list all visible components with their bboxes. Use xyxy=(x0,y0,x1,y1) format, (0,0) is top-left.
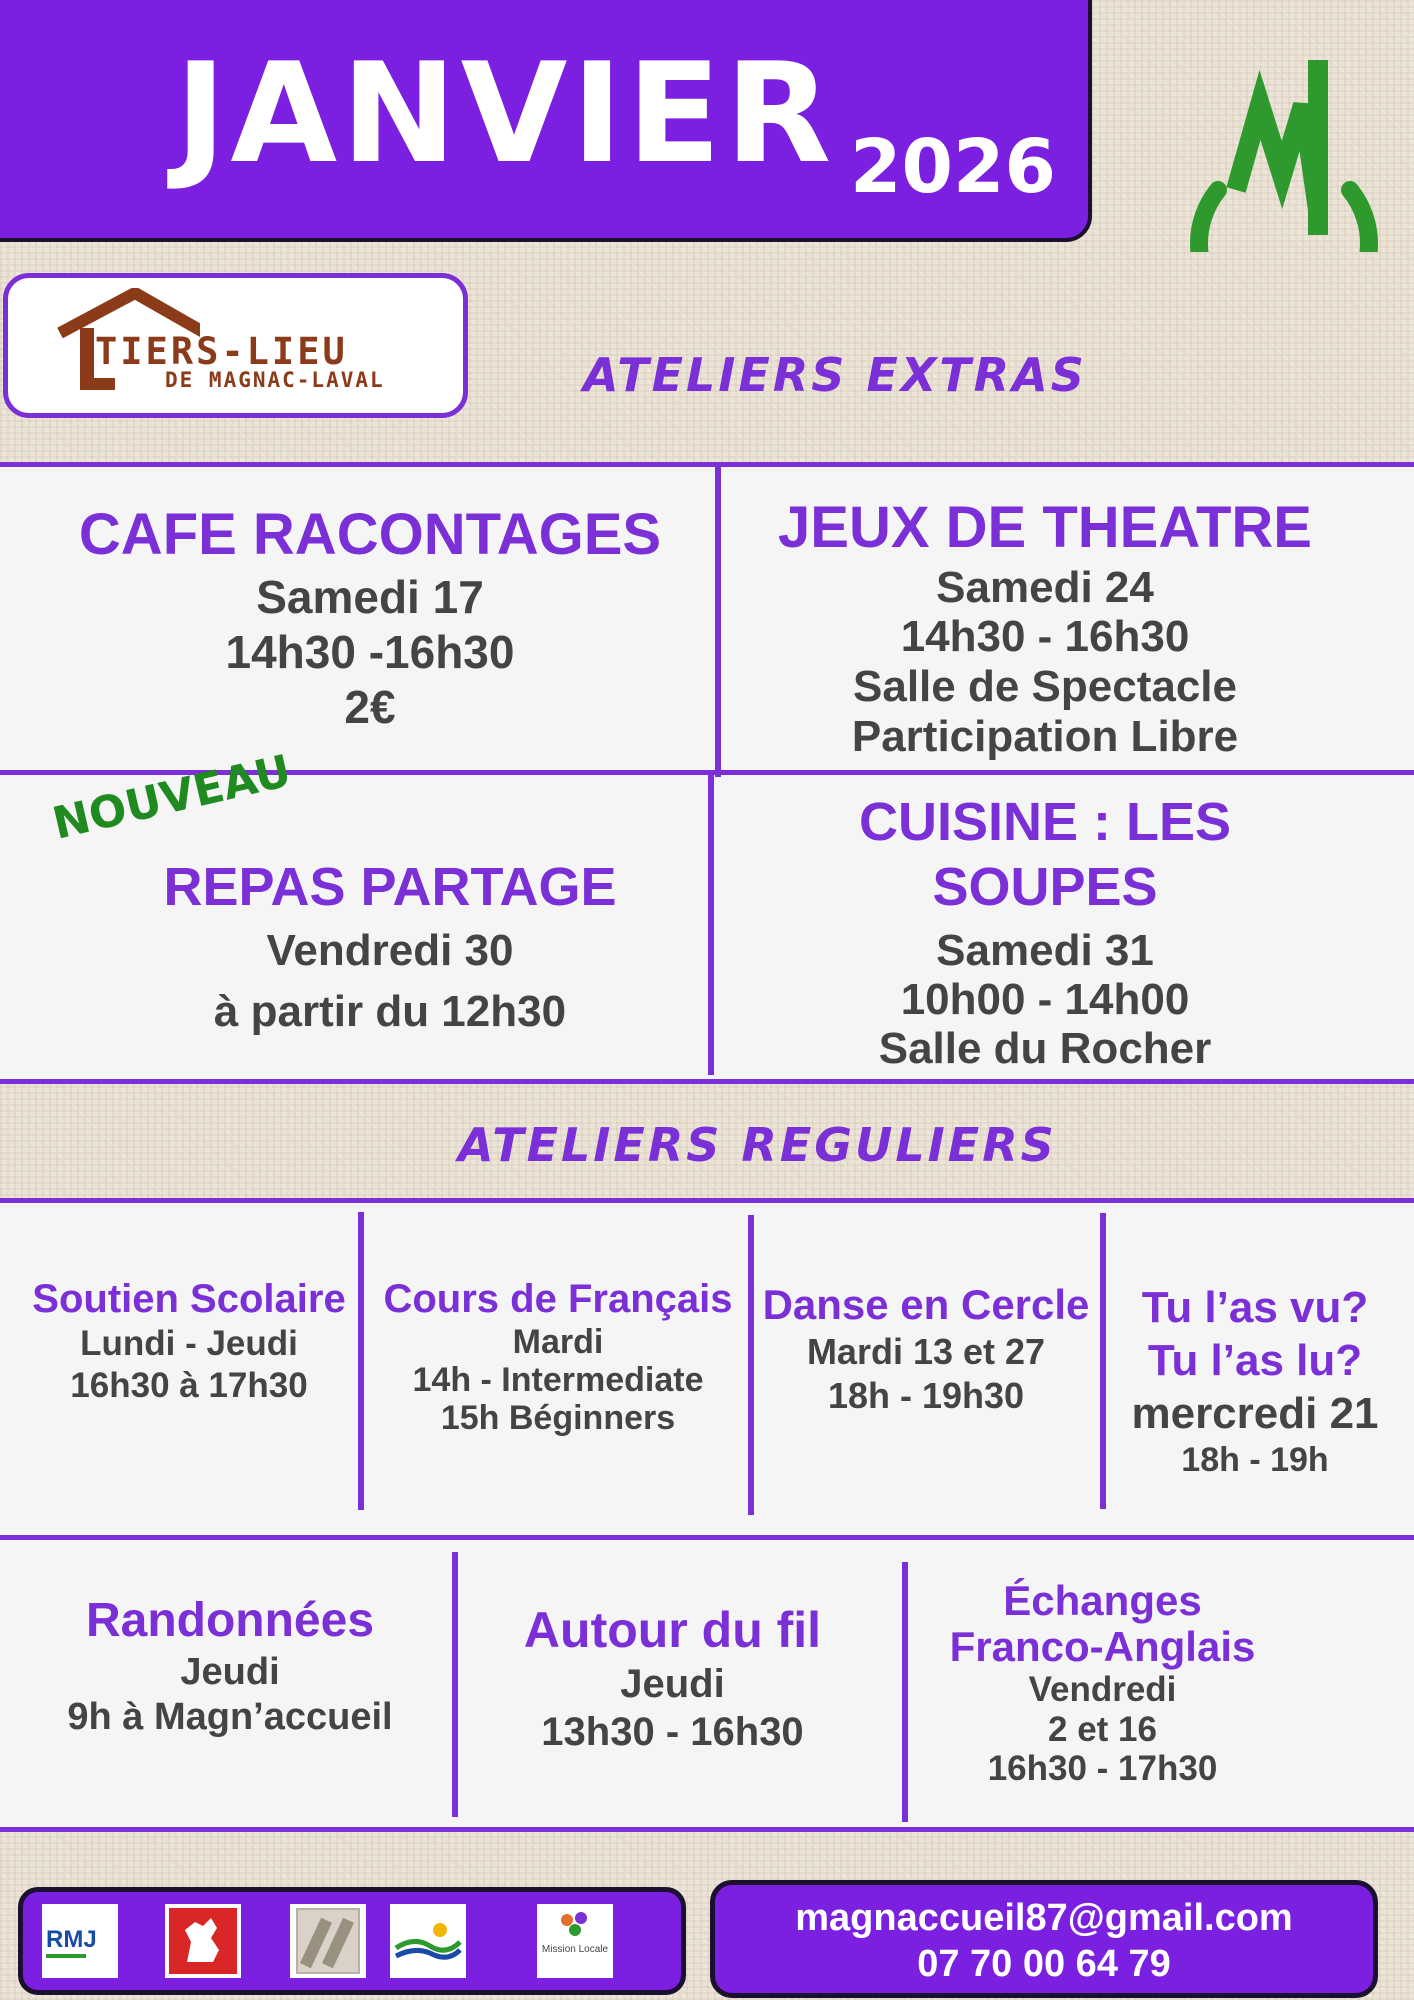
reguliers-divider-3 xyxy=(1100,1213,1106,1509)
event-location: Salle de Spectacle xyxy=(853,662,1237,712)
atelier-randonnees xyxy=(30,1592,430,1741)
atelier-time: 18h - 19h xyxy=(1181,1441,1329,1480)
contact-phone[interactable]: 07 70 00 64 79 xyxy=(917,1943,1171,1985)
event-repas-partage xyxy=(130,855,650,1043)
ateliers-extras-heading: ATELIERS EXTRAS xyxy=(583,348,1087,402)
atelier-days: Jeudi xyxy=(620,1662,725,1706)
atelier-autour-du-fil xyxy=(475,1600,870,1756)
event-cuisine-les-soupes xyxy=(740,790,1350,1073)
atelier-title: Autour du fil xyxy=(523,1602,822,1658)
atelier-days: Mardi 13 et 27 xyxy=(806,1331,1046,1373)
atelier-title: Danse en Cercle xyxy=(762,1281,1090,1328)
atelier-tu-las-vu xyxy=(1110,1282,1400,1481)
atelier-title-line2: Tu l’as lu? xyxy=(1147,1335,1363,1385)
extras-divider-vertical-top xyxy=(715,465,721,777)
event-cafe-racontages xyxy=(60,500,680,735)
atelier-level-intermediate: 14h - Intermediate xyxy=(412,1361,704,1400)
atelier-days: Mardi xyxy=(512,1323,604,1361)
event-time: 10h00 - 14h00 xyxy=(900,974,1190,1024)
ateliers-reguliers-heading: ATELIERS REGULIERS xyxy=(458,1118,1057,1172)
atelier-days: Vendredi xyxy=(1028,1670,1177,1710)
event-day: Samedi 31 xyxy=(936,925,1154,975)
reguliers-divider-2 xyxy=(748,1215,754,1515)
event-title: CAFE RACONTAGES xyxy=(78,502,662,567)
atelier-title-line1: Échanges xyxy=(1003,1577,1202,1624)
mission-locale-logo xyxy=(537,1904,613,1978)
magnac-laval-crest-logo xyxy=(290,1904,366,1978)
atelier-days: Jeudi xyxy=(180,1650,280,1693)
atelier-time: 16h30 à 17h30 xyxy=(70,1366,308,1405)
rmj-logo-text: RMJ xyxy=(46,1926,97,1953)
event-title: CUISINE : LES SOUPES xyxy=(858,792,1232,917)
event-time: 14h30 -16h30 xyxy=(225,625,515,678)
event-time: 14h30 - 16h30 xyxy=(900,612,1190,662)
event-price: 2€ xyxy=(344,680,396,733)
atelier-time: 18h - 19h30 xyxy=(827,1374,1025,1416)
reguliers-divider-1 xyxy=(358,1212,364,1510)
event-title: REPAS PARTAGE xyxy=(163,857,617,917)
atelier-days: Lundi - Jeudi xyxy=(80,1324,298,1363)
contact-email[interactable]: magnaccueil87@gmail.com xyxy=(795,1897,1293,1939)
event-day: Samedi 17 xyxy=(256,570,484,623)
atelier-title: Randonnées xyxy=(85,1594,375,1647)
atelier-cours-de-francais xyxy=(368,1275,748,1437)
month-title: JANVIER xyxy=(175,33,836,194)
event-day: Samedi 24 xyxy=(936,562,1154,612)
atelier-time: 13h30 - 16h30 xyxy=(541,1710,804,1754)
atelier-time: 9h à Magn’accueil xyxy=(67,1696,393,1739)
partner-wave-logo xyxy=(390,1904,466,1978)
atelier-dates: 2 et 16 xyxy=(1048,1709,1157,1749)
atelier-title: Soutien Scolaire xyxy=(32,1277,346,1321)
magnacaccueil-logo-icon xyxy=(1178,40,1390,252)
nouveau-badge: NOUVEAU xyxy=(48,745,296,850)
tiers-lieu-title: TIERS-LIEU xyxy=(95,330,348,373)
haute-vienne-lion-logo xyxy=(165,1904,241,1978)
event-time: à partir du 12h30 xyxy=(213,987,567,1037)
event-title: JEUX DE THEATRE xyxy=(778,495,1312,560)
atelier-title: Cours de Français xyxy=(383,1277,733,1321)
tiers-lieu-subtitle: DE MAGNAC-LAVAL xyxy=(165,368,385,392)
rmj-radio-logo xyxy=(42,1904,118,1978)
mission-locale-text: Mission Locale xyxy=(541,1944,609,1955)
atelier-soutien-scolaire xyxy=(20,1275,358,1407)
reguliers-divider-5 xyxy=(902,1562,908,1822)
atelier-days: mercredi 21 xyxy=(1131,1388,1379,1438)
event-price: Participation Libre xyxy=(851,711,1239,761)
event-jeux-de-theatre xyxy=(725,493,1365,761)
year-label: 2026 xyxy=(850,124,1056,210)
event-location: Salle du Rocher xyxy=(878,1024,1212,1074)
atelier-time: 16h30 - 17h30 xyxy=(987,1748,1218,1788)
event-day: Vendredi 30 xyxy=(266,925,514,975)
extras-divider-vertical-bottom xyxy=(708,773,714,1075)
atelier-level-beginners: 15h Béginners xyxy=(440,1399,676,1438)
atelier-echanges-franco-anglais xyxy=(920,1578,1285,1788)
atelier-title-line2: Franco-Anglais xyxy=(949,1623,1256,1671)
reguliers-divider-4 xyxy=(452,1552,458,1817)
atelier-danse-en-cercle xyxy=(756,1280,1096,1417)
atelier-title-line1: Tu l’as vu? xyxy=(1141,1283,1369,1332)
